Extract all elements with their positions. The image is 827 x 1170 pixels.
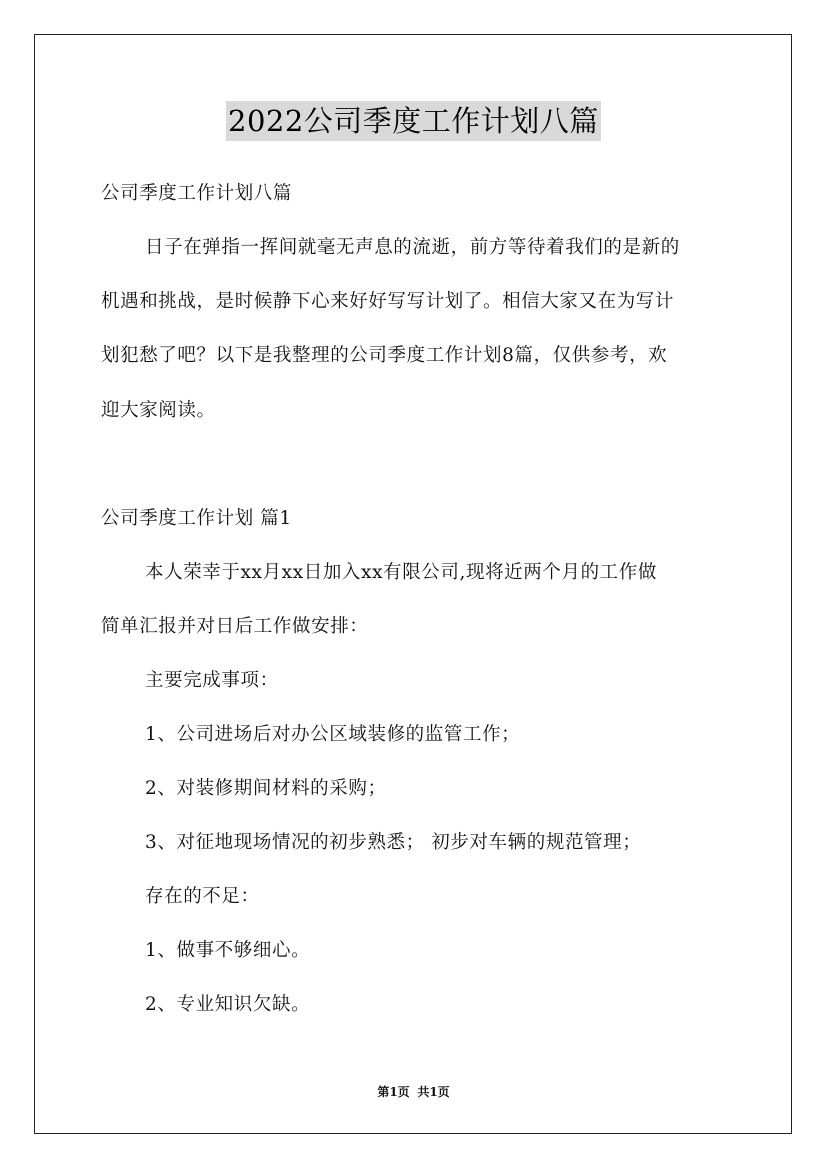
completed-item-1: 1、公司进场后对办公区域装修的监管工作； [145,724,521,745]
section-1-heading: 公司季度工作计划 篇1 [101,508,292,529]
section-1-para-line-1: 本人荣幸于xx月xx日加入xx有限公司,现将近两个月的工作做 [145,562,657,583]
section-1-para-line-2: 简单汇报并对日后工作做安排： [101,616,369,637]
document-title: 2022公司季度工作计划八篇 [226,101,601,141]
intro-line-3: 划犯愁了吧？以下是我整理的公司季度工作计划8篇，仅供参考，欢 [101,345,668,366]
shortcoming-item-1: 1、做事不够细心。 [145,940,311,961]
completed-item-2: 2、对装修期间材料的采购； [145,778,387,799]
intro-line-1: 日子在弹指一挥间就毫无声息的流逝，前方等待着我们的是新的 [145,237,680,258]
shortcomings-heading: 存在的不足： [145,886,260,907]
page-footer [0,1084,827,1100]
shortcoming-item-2: 2、专业知识欠缺。 [145,994,311,1015]
page-total: 共1页 [417,1085,450,1099]
intro-line-2: 机遇和挑战，是时候静下心来好好写写计划了。相信大家又在为写计 [101,291,675,312]
document-subtitle: 公司季度工作计划八篇 [101,183,293,204]
completed-item-3: 3、对征地现场情况的初步熟悉； 初步对车辆的规范管理； [145,832,642,853]
completed-heading: 主要完成事项： [145,670,279,691]
page-number: 第1页 [377,1085,410,1099]
intro-line-4: 迎大家阅读。 [101,400,216,421]
